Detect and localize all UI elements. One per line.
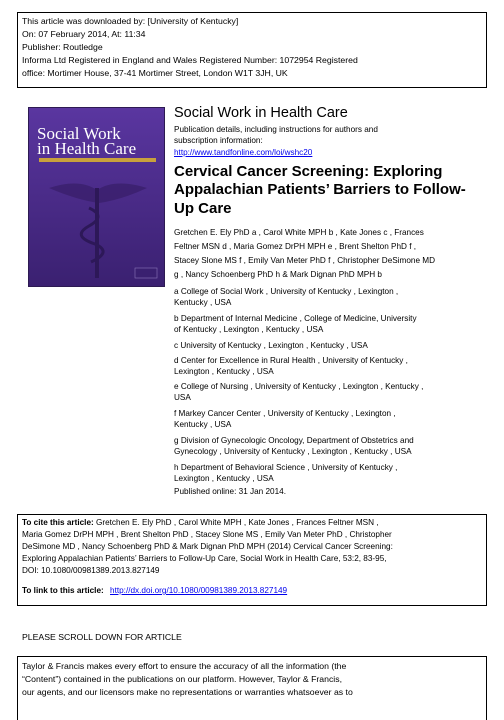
journal-details: subscription information: <box>174 136 263 145</box>
doi-link[interactable]: http://dx.doi.org/10.1080/00981389.2013.827149 <box>110 586 288 595</box>
affiliation-line: b Department of Internal Medicine , College of Medicine, University <box>174 314 417 323</box>
affiliation-line: h Department of Behavioral Science , University of Kentucky , <box>174 463 398 472</box>
citation-line: DeSimone MD , Nancy Schoenberg PhD & Mark Dignan PhD MPH (2014) Cervical Cancer Screening: <box>22 542 393 551</box>
disclaimer-line: our agents, and our licensors make no representations or warranties whatsoever as to <box>22 687 353 697</box>
scroll-notice: PLEASE SCROLL DOWN FOR ARTICLE <box>22 632 182 642</box>
affiliation-line: e College of Nursing , University of Kentucky , Lexington , Kentucky , <box>174 382 424 391</box>
affiliation-line: of Kentucky , Lexington , Kentucky , USA <box>174 325 324 334</box>
citation-line: DOI: 10.1080/00981389.2013.827149 <box>22 566 160 575</box>
disclaimer-line: Taylor & Francis makes every effort to ensure the accuracy of all the information (the <box>22 661 347 671</box>
author-line: Feltner MSN d , Maria Gomez DrPH MPH e , Brent Shelton PhD f , <box>174 242 417 251</box>
affiliation-line: Kentucky , USA <box>174 298 232 307</box>
journal-title: Social Work in Health Care <box>174 105 348 121</box>
journal-details: Publication details, including instructions for authors and <box>174 125 378 134</box>
article-title-line: Appalachian Patients’ Barriers to Follow- <box>174 181 466 199</box>
citation-line: Exploring Appalachian Patients’ Barriers to Follow-Up Care, Social Work in Health Care, 53:2, 83-95, <box>22 554 387 563</box>
article-title-line: Cervical Cancer Screening: Exploring <box>174 163 443 180</box>
affiliation-line: d Center for Excellence in Rural Health , University of Kentucky , <box>174 356 408 365</box>
affiliation-line: USA <box>174 393 191 402</box>
citation-text: Gretchen E. Ely PhD , Carol White MPH , Kate Jones , Frances Feltner MSN , <box>93 518 379 527</box>
affiliation-line: f Markey Cancer Center , University of Kentucky , Lexington , <box>174 409 396 418</box>
author-line: Gretchen E. Ely PhD a , Carol White MPH b , Kate Jones c , Frances <box>174 228 424 237</box>
affiliation-line: c University of Kentucky , Lexington , Kentucky , USA <box>174 341 368 350</box>
article-title <box>174 163 494 218</box>
journal-url-link[interactable]: http://www.tandfonline.com/loi/wshc20 <box>174 148 313 157</box>
link-label: To link to this article: <box>22 586 104 595</box>
affiliation-line: Kentucky , USA <box>174 420 232 429</box>
author-line: g , Nancy Schoenberg PhD h & Mark Dignan PhD MPH b <box>174 270 382 279</box>
affiliation-line: g Division of Gynecologic Oncology, Department of Obstetrics and <box>174 436 414 445</box>
cover-title-line: in Health Care <box>37 139 137 158</box>
affiliation-line: Lexington , Kentucky , USA <box>174 367 274 376</box>
header-line: Informa Ltd Registered in England and Wales Registered Number: 1072954 Registered <box>22 55 358 65</box>
affiliation-line: a College of Social Work , University of Kentucky , Lexington , <box>174 287 399 296</box>
citation-line: Maria Gomez DrPH MPH , Brent Shelton PhD , Stacey Slone MS , Emily Van Meter PhD , Christopher <box>22 530 392 539</box>
journal-cover-image <box>28 107 165 287</box>
header-line: Publisher: Routledge <box>22 42 103 52</box>
disclaimer-line: “Content”) contained in the publications on our platform. However, Taylor & Francis, <box>22 674 342 684</box>
header-line: This article was downloaded by: [University of Kentucky] <box>22 16 239 26</box>
header-line: office: Mortimer House, 37-41 Mortimer Street, London W1T 3JH, UK <box>22 68 288 78</box>
citation-label: To cite this article: <box>22 518 94 527</box>
link-line <box>22 586 287 597</box>
article-title-line: Up Care <box>174 199 232 217</box>
published-date: Published online: 31 Jan 2014. <box>174 487 286 496</box>
author-line: Stacey Slone MS f , Emily Van Meter PhD f , Christopher DeSimone MD <box>174 256 436 265</box>
affiliation-line: Lexington , Kentucky , USA <box>174 474 274 483</box>
header-line: On: 07 February 2014, At: 11:34 <box>22 29 146 39</box>
affiliation-line: Gynecology , University of Kentucky , Lexington , Kentucky , USA <box>174 447 412 456</box>
citation-first-line <box>22 518 379 529</box>
cover-title-line: Social Work <box>37 124 121 143</box>
